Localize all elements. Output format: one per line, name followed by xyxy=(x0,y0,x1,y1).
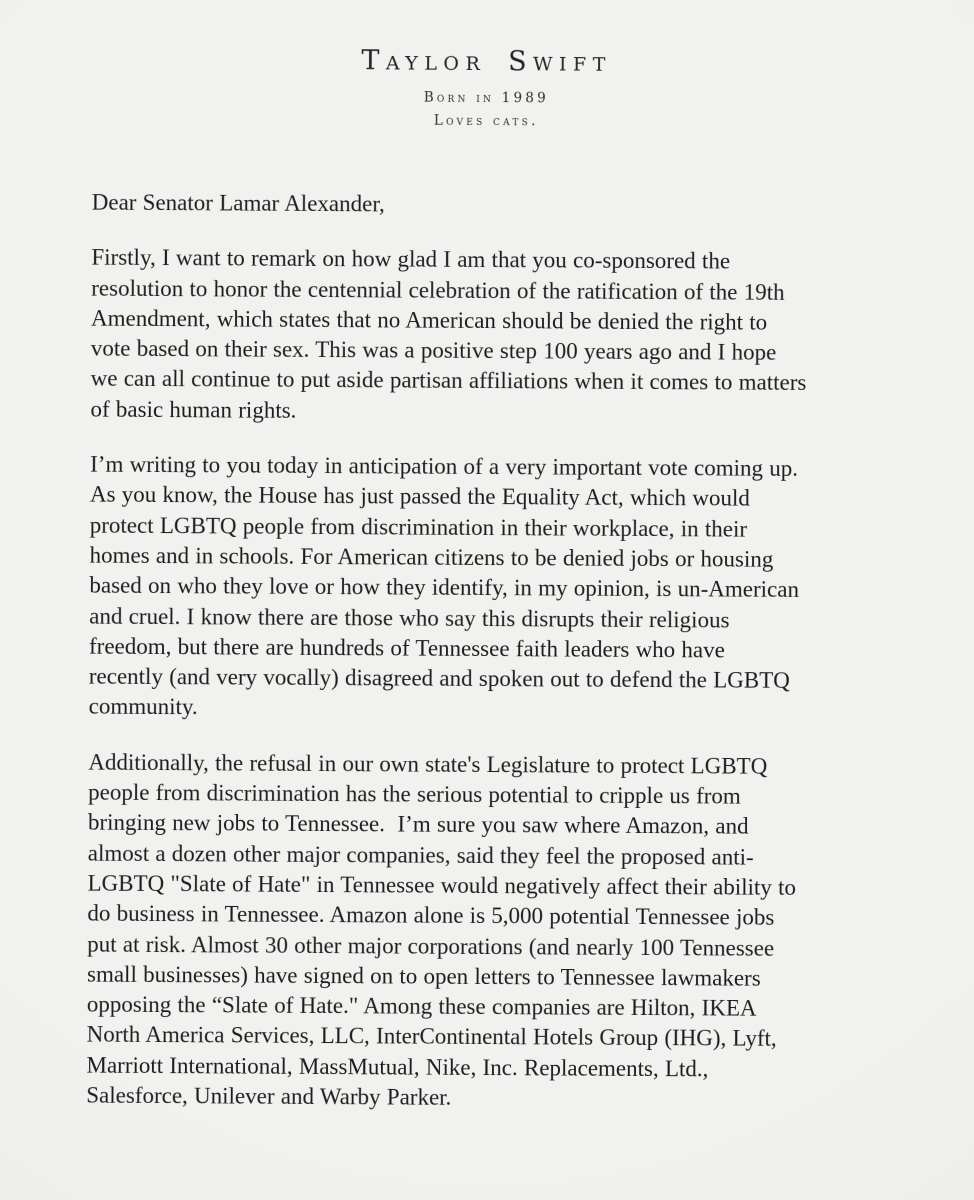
letter-paragraph-1: Firstly, I want to remark on how glad I am that you co-sponsored the resolution to honor the centennial celebration of the ratification of the 19th Amendment, which states that no American should be denied the right to vote based on their sex. This was a positive step 100 years ago and I hope we can all continue to put aside partisan affiliations when it comes to matters of basic human rights. xyxy=(90,244,807,423)
letterhead-name: Taylor Swift xyxy=(361,45,612,78)
letter-paragraph-3: Additionally, the refusal in our own state's Legislature to protect LGBTQ people from discrimination has the serious potential to cripple us from bringing new jobs to Tennessee. I’m sure you saw where Amazon, and almost a dozen other major companies, said they feel the proposed anti- LGBTQ "Slate of Hate" in Tennessee would negatively affect their ability to do business in Tennessee. Amazon alone is 5,000 potential Tennessee jobs put at risk. Almost 30 other major corporations (and nearly 100 Tennessee small businesses) have signed on to open letters to Tennessee lawmakers opposing the “Slate of Hate." Among these companies are Hilton, IKEA North America Services, LLC, InterContinental Hotels Group (IHG), Lyft, Marriott International, MassMutual, Nike, Inc. Replacements, Ltd., Salesforce, Unilever and Warby Parker. xyxy=(86,749,797,1110)
letterhead-taglines xyxy=(0,84,973,136)
letterhead xyxy=(0,43,974,136)
letterhead-tagline-born: Born in 1989 xyxy=(423,89,550,107)
letterhead-tagline-cats: Loves cats. xyxy=(433,112,539,130)
salutation: Dear Senator Lamar Alexander, xyxy=(91,189,385,217)
letter-paragraph-2: I’m writing to you today in anticipation of a very important vote coming up. As you know, the House has just passed the Equality Act, which would protect LGBTQ people from discrimination in their workplace, in their homes and in schools. For American citizens to be denied jobs or housing based on who they love or how they identify, in my opinion, is un-American and cruel. I know there are those who say this disrupts their religious freedom, but there are hundreds of Tennessee faith leaders who have recently (and very vocally) disagreed and spoken out to defend the LGBTQ community. xyxy=(88,451,800,720)
letter-body xyxy=(0,187,973,1116)
